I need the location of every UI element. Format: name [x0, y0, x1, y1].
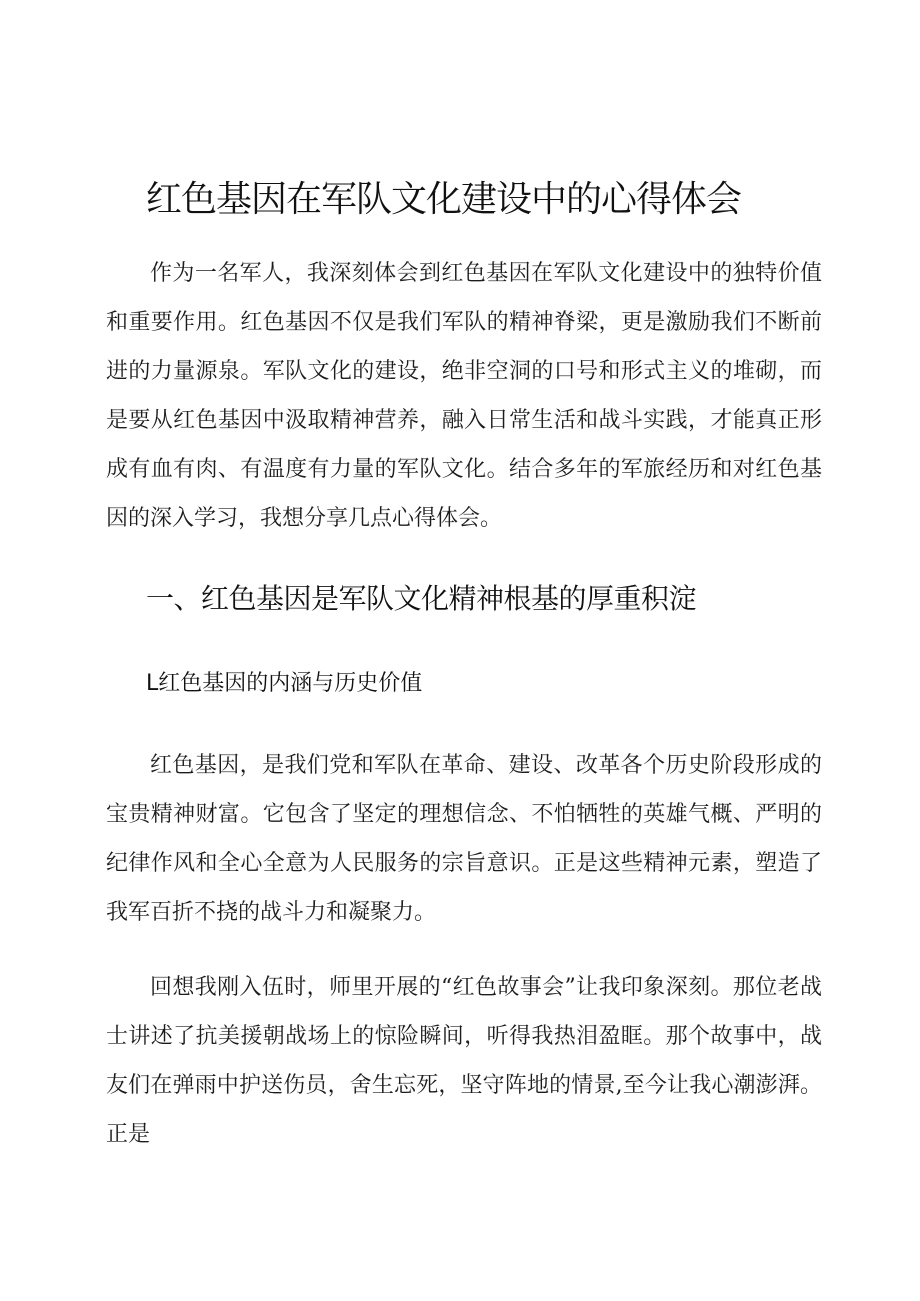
body-paragraph: 回想我刚入伍时，师里开展的“红色故事会”让我印象深刻。那位老战士讲述了抗美援朝战场上的惊险瞬间，听得我热泪盈眶。那个故事中，战友们在弹雨中护送伤员，舍生忘死，坚守阵地的情景,至今让我心潮澎湃。正是: [106, 975, 822, 1147]
document-title: 红色基因在军队文化建设中的心得体会: [146, 179, 742, 220]
subsection-heading: L红色基因的内涵与历史价值: [146, 671, 423, 696]
body-paragraph: 红色基因，是我们党和军队在革命、建设、改革各个历史阶段形成的宝贵精神财富。它包含了坚定的理想信念、不怕牺牲的英雄气概、严明的纪律作风和全心全意为人民服务的宗旨意识。正是这些精神元素，塑造了我军百折不挠的战斗力和凝聚力。: [106, 753, 822, 925]
intro-paragraph: 作为一名军人，我深刻体会到红色基因在军队文化建设中的独特价值和重要作用。红色基因不仅是我们军队的精神脊梁，更是激励我们不断前进的力量源泉。军队文化的建设，绝非空洞的口号和形式主义的堆砌，而是要从红色基因中汲取精神营养，融入日常生活和战斗实践，才能真正形成有血有肉、有温度有力量的军队文化。结合多年的军旅经历和对红色基因的深入学习，我想分享几点心得体会。: [106, 261, 822, 531]
section-heading: 一、红色基因是军队文化精神根基的厚重积淀: [146, 582, 697, 615]
